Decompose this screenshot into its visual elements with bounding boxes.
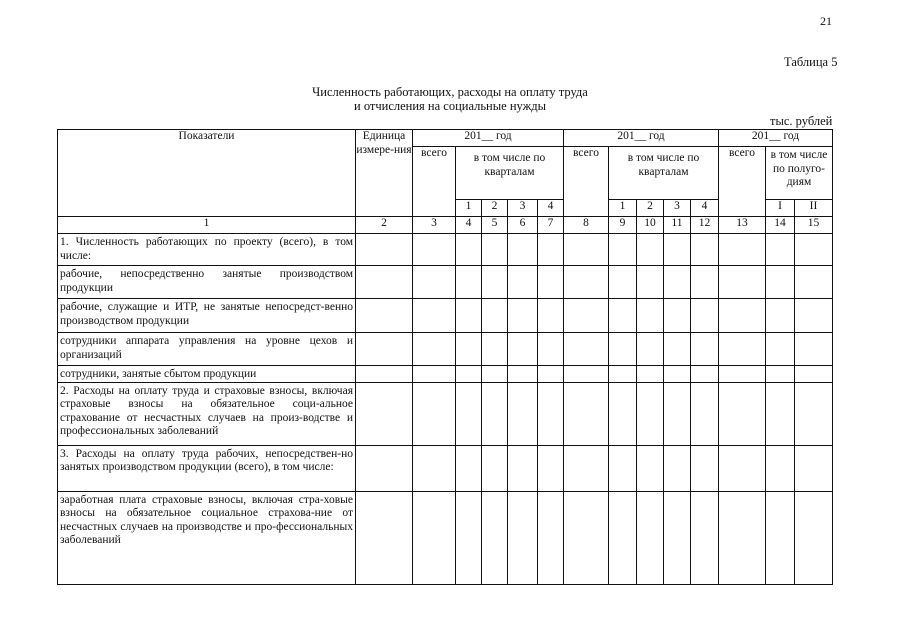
- value-cell: [637, 366, 664, 383]
- unit-label: тыс. рублей: [770, 114, 833, 128]
- value-cell: [691, 299, 719, 333]
- value-cell: [719, 234, 766, 266]
- value-cell: [482, 491, 508, 584]
- header-year-2: 201__ год: [564, 130, 719, 147]
- value-cell: [356, 382, 413, 445]
- value-cell: [538, 491, 564, 584]
- table-label: Таблица 5: [784, 55, 838, 69]
- value-cell: [456, 382, 482, 445]
- value-cell: [637, 299, 664, 333]
- value-cell: [456, 234, 482, 266]
- table-row: [58, 234, 833, 266]
- header-unit: Единица измере-ния: [356, 130, 413, 217]
- value-cell: [564, 234, 609, 266]
- value-cell: [508, 299, 538, 333]
- quarter-4-b: 4: [691, 200, 719, 217]
- value-cell: [664, 445, 691, 491]
- value-cell: [564, 382, 609, 445]
- value-cell: [795, 445, 833, 491]
- table-row: [58, 333, 833, 366]
- header-year-3: 201__ год: [719, 130, 833, 147]
- value-cell: [609, 333, 637, 366]
- table-row: [58, 445, 833, 491]
- value-cell: [564, 445, 609, 491]
- value-cell: [664, 333, 691, 366]
- header-indicators: Показатели: [58, 130, 356, 217]
- value-cell: [766, 366, 795, 383]
- value-cell: [564, 266, 609, 299]
- value-cell: [538, 299, 564, 333]
- value-cell: [609, 234, 637, 266]
- value-cell: [356, 366, 413, 383]
- indicator-cell: сотрудники аппарата управления на уровне цехов и организаций: [58, 333, 356, 366]
- value-cell: [482, 366, 508, 383]
- quarter-3-b: 3: [664, 200, 691, 217]
- col-num-3: 3: [413, 217, 456, 234]
- value-cell: [691, 491, 719, 584]
- header-total-2: всего: [564, 147, 609, 217]
- value-cell: [413, 366, 456, 383]
- value-cell: [508, 234, 538, 266]
- value-cell: [356, 445, 413, 491]
- value-cell: [413, 333, 456, 366]
- quarter-3-a: 3: [508, 200, 538, 217]
- table-title: [200, 85, 700, 113]
- value-cell: [719, 266, 766, 299]
- value-cell: [766, 333, 795, 366]
- quarter-4-a: 4: [538, 200, 564, 217]
- indicator-cell: рабочие, служащие и ИТР, не занятые непосредст-венно производством продукции: [58, 299, 356, 333]
- value-cell: [609, 266, 637, 299]
- col-num-15: 15: [795, 217, 833, 234]
- value-cell: [564, 299, 609, 333]
- value-cell: [609, 299, 637, 333]
- col-num-10: 10: [637, 217, 664, 234]
- col-num-7: 7: [538, 217, 564, 234]
- indicator-cell: 3. Расходы на оплату труда рабочих, непосредствен-но занятых производством продукции (всего), в том числе:: [58, 445, 356, 491]
- value-cell: [664, 366, 691, 383]
- value-cell: [766, 299, 795, 333]
- value-cell: [413, 266, 456, 299]
- title-line-1: Численность работающих, расходы на оплату труда: [312, 85, 588, 99]
- column-number-row: [58, 217, 833, 234]
- table-row: [58, 299, 833, 333]
- table-body: [58, 234, 833, 585]
- header-by-halves: в том числе по полуго-диям: [766, 147, 833, 200]
- value-cell: [664, 382, 691, 445]
- value-cell: [719, 491, 766, 584]
- value-cell: [795, 234, 833, 266]
- value-cell: [719, 445, 766, 491]
- value-cell: [637, 234, 664, 266]
- value-cell: [719, 333, 766, 366]
- value-cell: [795, 266, 833, 299]
- value-cell: [609, 445, 637, 491]
- value-cell: [508, 266, 538, 299]
- value-cell: [538, 333, 564, 366]
- value-cell: [637, 333, 664, 366]
- value-cell: [691, 333, 719, 366]
- value-cell: [691, 382, 719, 445]
- value-cell: [538, 445, 564, 491]
- header-by-quarters-2: в том числе по кварталам: [609, 147, 719, 200]
- value-cell: [456, 266, 482, 299]
- value-cell: [538, 382, 564, 445]
- value-cell: [691, 266, 719, 299]
- value-cell: [766, 234, 795, 266]
- indicator-cell: 1. Численность работающих по проекту (всего), в том числе:: [58, 234, 356, 266]
- value-cell: [637, 266, 664, 299]
- quarter-2-a: 2: [482, 200, 508, 217]
- value-cell: [637, 382, 664, 445]
- value-cell: [766, 266, 795, 299]
- value-cell: [456, 333, 482, 366]
- value-cell: [691, 445, 719, 491]
- value-cell: [413, 299, 456, 333]
- value-cell: [508, 382, 538, 445]
- value-cell: [538, 234, 564, 266]
- value-cell: [456, 445, 482, 491]
- col-num-4: 4: [456, 217, 482, 234]
- value-cell: [482, 382, 508, 445]
- quarter-1-a: 1: [456, 200, 482, 217]
- half-2: II: [795, 200, 833, 217]
- indicator-cell: заработная плата страховые взносы, включая стра-ховые взносы на обязательное социальное страхова-ние от несчастных случаев на производстве и про-фессиональных заболеваний: [58, 491, 356, 584]
- value-cell: [719, 299, 766, 333]
- col-num-11: 11: [664, 217, 691, 234]
- value-cell: [637, 491, 664, 584]
- data-table: [57, 129, 833, 585]
- value-cell: [413, 445, 456, 491]
- col-num-12: 12: [691, 217, 719, 234]
- value-cell: [795, 366, 833, 383]
- table-row: [58, 382, 833, 445]
- value-cell: [356, 333, 413, 366]
- indicator-cell: 2. Расходы на оплату труда и страховые взносы, включая страховые взносы на обязательное соци-альное страхование от несчастных случаев на произ-водстве и профессиональных заболеваний: [58, 382, 356, 445]
- value-cell: [795, 382, 833, 445]
- indicator-cell: рабочие, непосредственно занятые производством продукции: [58, 266, 356, 299]
- header-year-1: 201__ год: [413, 130, 564, 147]
- value-cell: [719, 366, 766, 383]
- table-row: [58, 491, 833, 584]
- quarter-1-b: 1: [609, 200, 637, 217]
- value-cell: [664, 491, 691, 584]
- value-cell: [609, 491, 637, 584]
- value-cell: [691, 366, 719, 383]
- value-cell: [456, 491, 482, 584]
- value-cell: [482, 234, 508, 266]
- value-cell: [795, 491, 833, 584]
- value-cell: [795, 333, 833, 366]
- header-total-3: всего: [719, 147, 766, 217]
- value-cell: [508, 491, 538, 584]
- value-cell: [482, 266, 508, 299]
- value-cell: [664, 299, 691, 333]
- value-cell: [482, 299, 508, 333]
- value-cell: [356, 491, 413, 584]
- col-num-8: 8: [564, 217, 609, 234]
- value-cell: [356, 234, 413, 266]
- value-cell: [413, 491, 456, 584]
- value-cell: [766, 382, 795, 445]
- col-num-6: 6: [508, 217, 538, 234]
- value-cell: [482, 445, 508, 491]
- value-cell: [664, 266, 691, 299]
- value-cell: [538, 266, 564, 299]
- value-cell: [508, 366, 538, 383]
- table-row: [58, 366, 833, 383]
- value-cell: [795, 299, 833, 333]
- value-cell: [637, 445, 664, 491]
- header-total-1: всего: [413, 147, 456, 217]
- value-cell: [356, 299, 413, 333]
- header-by-quarters-1: в том числе по кварталам: [456, 147, 564, 200]
- value-cell: [609, 382, 637, 445]
- value-cell: [356, 266, 413, 299]
- page-number: 21: [820, 14, 832, 28]
- value-cell: [508, 333, 538, 366]
- value-cell: [691, 234, 719, 266]
- col-num-13: 13: [719, 217, 766, 234]
- col-num-1: 1: [58, 217, 356, 234]
- value-cell: [609, 366, 637, 383]
- value-cell: [664, 234, 691, 266]
- value-cell: [766, 445, 795, 491]
- half-1: I: [766, 200, 795, 217]
- value-cell: [766, 491, 795, 584]
- value-cell: [538, 366, 564, 383]
- col-num-2: 2: [356, 217, 413, 234]
- value-cell: [482, 333, 508, 366]
- value-cell: [508, 445, 538, 491]
- value-cell: [564, 491, 609, 584]
- quarter-2-b: 2: [637, 200, 664, 217]
- col-num-14: 14: [766, 217, 795, 234]
- value-cell: [456, 299, 482, 333]
- value-cell: [564, 333, 609, 366]
- value-cell: [413, 382, 456, 445]
- table-row: [58, 266, 833, 299]
- value-cell: [456, 366, 482, 383]
- col-num-9: 9: [609, 217, 637, 234]
- value-cell: [413, 234, 456, 266]
- indicator-cell: сотрудники, занятые сбытом продукции: [58, 366, 356, 383]
- title-line-2: и отчисления на социальные нужды: [354, 99, 546, 113]
- value-cell: [564, 366, 609, 383]
- value-cell: [719, 382, 766, 445]
- col-num-5: 5: [482, 217, 508, 234]
